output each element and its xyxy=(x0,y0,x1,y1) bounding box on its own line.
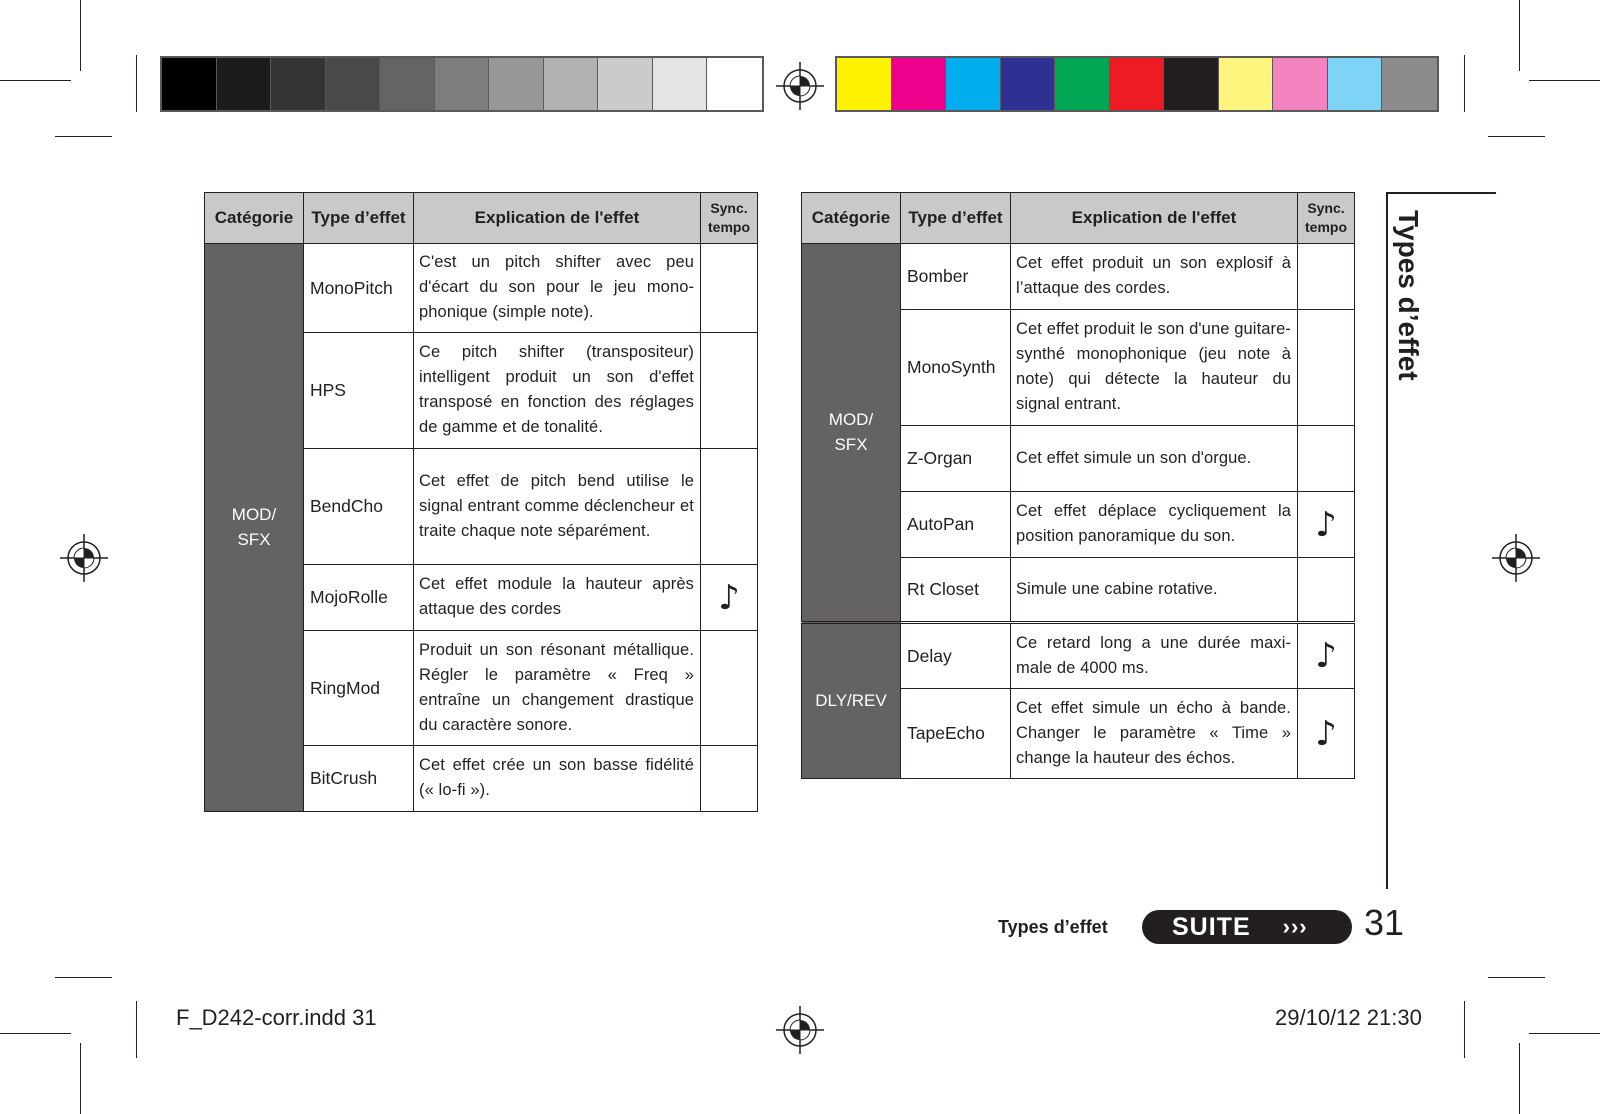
effect-type: TapeEcho xyxy=(901,689,1011,779)
crop-mark xyxy=(55,136,112,137)
color-swatch xyxy=(326,58,381,110)
page-number: 31 xyxy=(1364,902,1405,943)
color-swatch xyxy=(707,58,762,110)
registration-mark-icon xyxy=(776,1006,824,1054)
effect-description: Simule une cabine rotative. xyxy=(1011,558,1298,623)
tempo-sync-note-icon xyxy=(701,746,758,812)
tempo-sync-note-icon xyxy=(701,333,758,449)
color-swatch xyxy=(946,58,1001,110)
tempo-sync-note-icon xyxy=(1298,426,1355,492)
table-row xyxy=(205,244,758,333)
effect-description: Cet effet simule un écho à bande. Changer le paramètre « Time » change la hauteur des échos. xyxy=(1011,689,1298,779)
color-swatch xyxy=(489,58,544,110)
color-swatch xyxy=(271,58,326,110)
color-swatch xyxy=(1382,58,1437,110)
effect-type: Delay xyxy=(901,623,1011,689)
crop-mark xyxy=(1519,1043,1520,1114)
effect-type: Z-Organ xyxy=(901,426,1011,492)
effect-description: Ce pitch shifter (transpositeur) intelligent produit un son d'effet transposé en fonction des réglages de gamme et de tonalité. xyxy=(414,333,701,449)
effect-description: Cet effet module la hauteur après attaque des cordes xyxy=(414,565,701,631)
category-cell: DLY/REV xyxy=(802,623,901,779)
color-swatch xyxy=(1219,58,1274,110)
color-swatch xyxy=(1273,58,1328,110)
color-swatch xyxy=(837,58,892,110)
crop-mark xyxy=(80,0,81,71)
color-swatch xyxy=(653,58,708,110)
color-swatch xyxy=(598,58,653,110)
crop-mark xyxy=(55,977,112,978)
registration-mark-icon xyxy=(60,534,108,582)
effect-type: MojoRolle xyxy=(304,565,414,631)
effect-type: Rt Closet xyxy=(901,558,1011,623)
slug-file-info: F_D242-corr.indd 31 xyxy=(176,1005,377,1030)
slug-datetime: 29/10/12 21:30 xyxy=(1275,1005,1422,1030)
effect-type: BitCrush xyxy=(304,746,414,812)
color-swatch xyxy=(892,58,947,110)
crop-mark xyxy=(136,1001,137,1058)
tempo-sync-note-icon xyxy=(1298,310,1355,426)
tempo-sync-note-icon xyxy=(1298,558,1355,623)
header-effect-type: Type d’effet xyxy=(304,193,414,244)
effect-description: Ce retard long a une durée maximale de 4000 ms. xyxy=(1011,623,1298,689)
registration-mark-icon xyxy=(776,62,824,110)
crop-mark xyxy=(0,80,71,81)
color-swatch xyxy=(1110,58,1165,110)
color-swatch xyxy=(1328,58,1383,110)
effect-description: Cet effet produit un son explosif à l’attaque des cordes. xyxy=(1011,244,1298,310)
side-title-top-rule xyxy=(1386,192,1496,194)
tempo-sync-note-icon xyxy=(1298,244,1355,310)
suite-arrows-icon: ››› xyxy=(1282,914,1308,939)
crop-mark xyxy=(1519,0,1520,71)
crop-mark xyxy=(1529,80,1600,81)
registration-mark-icon xyxy=(1492,534,1540,582)
header-category: Catégorie xyxy=(802,193,901,244)
crop-mark xyxy=(0,1033,71,1034)
effect-description: Cet effet déplace cycliquement la position panoramique du son. xyxy=(1011,492,1298,558)
effect-description: Cet effet produit le son d'une guitare-synthé monophonique (jeu note à note) qui détecte la hauteur du signal entrant. xyxy=(1011,310,1298,426)
crop-mark xyxy=(1488,977,1545,978)
effect-type: AutoPan xyxy=(901,492,1011,558)
process-color-bar xyxy=(835,56,1439,112)
effect-description: Cet effet crée un son basse fidélité (« lo-fi »). xyxy=(414,746,701,812)
color-swatch xyxy=(1055,58,1110,110)
header-effect-type: Type d’effet xyxy=(901,193,1011,244)
side-title-text: Types d’effet xyxy=(1393,210,1424,381)
effect-type: Bomber xyxy=(901,244,1011,310)
suite-label: SUITE xyxy=(1172,912,1251,941)
effect-description: Cet effet simule un son d'orgue. xyxy=(1011,426,1298,492)
crop-mark xyxy=(80,1043,81,1114)
tempo-sync-note-icon: ♪ xyxy=(1298,492,1355,558)
category-cell: MOD/ SFX xyxy=(802,244,901,623)
effect-type: MonoSynth xyxy=(901,310,1011,426)
table-row xyxy=(802,623,1355,689)
tempo-sync-note-icon xyxy=(701,631,758,746)
table-row xyxy=(802,244,1355,310)
tempo-sync-note-icon xyxy=(701,449,758,565)
suite-badge xyxy=(1142,910,1352,944)
color-swatch xyxy=(162,58,217,110)
effect-description: Produit un son résonant métallique. Régler le paramètre « Freq » entraîne un changement drastique du caractère sonore. xyxy=(414,631,701,746)
effects-table-right xyxy=(801,192,1355,779)
grayscale-color-bar xyxy=(160,56,764,112)
effect-type: BendCho xyxy=(304,449,414,565)
header-explanation: Explication de l'effet xyxy=(1011,193,1298,244)
category-cell: MOD/ SFX xyxy=(205,244,304,812)
effect-description: Cet effet de pitch bend utilise le signal entrant comme déclencheur et traite chaque note séparément. xyxy=(414,449,701,565)
header-explanation: Explication de l'effet xyxy=(414,193,701,244)
color-swatch xyxy=(380,58,435,110)
color-swatch xyxy=(217,58,272,110)
effect-description: C'est un pitch shifter avec peu d'écart du son pour le jeu monophonique (simple note). xyxy=(414,244,701,333)
tempo-sync-note-icon xyxy=(701,244,758,333)
color-swatch xyxy=(1164,58,1219,110)
header-sync-tempo: Sync. tempo xyxy=(701,193,758,244)
footer-section-label: Types d’effet xyxy=(998,917,1108,937)
side-title xyxy=(1384,210,1424,450)
tempo-sync-note-icon: ♪ xyxy=(1298,689,1355,779)
crop-mark xyxy=(136,55,137,112)
effect-type: HPS xyxy=(304,333,414,449)
color-swatch xyxy=(1001,58,1056,110)
color-swatch xyxy=(435,58,490,110)
effect-type: MonoPitch xyxy=(304,244,414,333)
effects-table-left xyxy=(204,192,758,812)
header-category: Catégorie xyxy=(205,193,304,244)
effect-type: RingMod xyxy=(304,631,414,746)
crop-mark xyxy=(1488,136,1545,137)
color-swatch xyxy=(544,58,599,110)
crop-mark xyxy=(1529,1033,1600,1034)
crop-mark xyxy=(1464,1001,1465,1058)
tempo-sync-note-icon: ♪ xyxy=(1298,623,1355,689)
header-sync-tempo: Sync. tempo xyxy=(1298,193,1355,244)
crop-mark xyxy=(1464,55,1465,112)
tempo-sync-note-icon: ♪ xyxy=(701,565,758,631)
